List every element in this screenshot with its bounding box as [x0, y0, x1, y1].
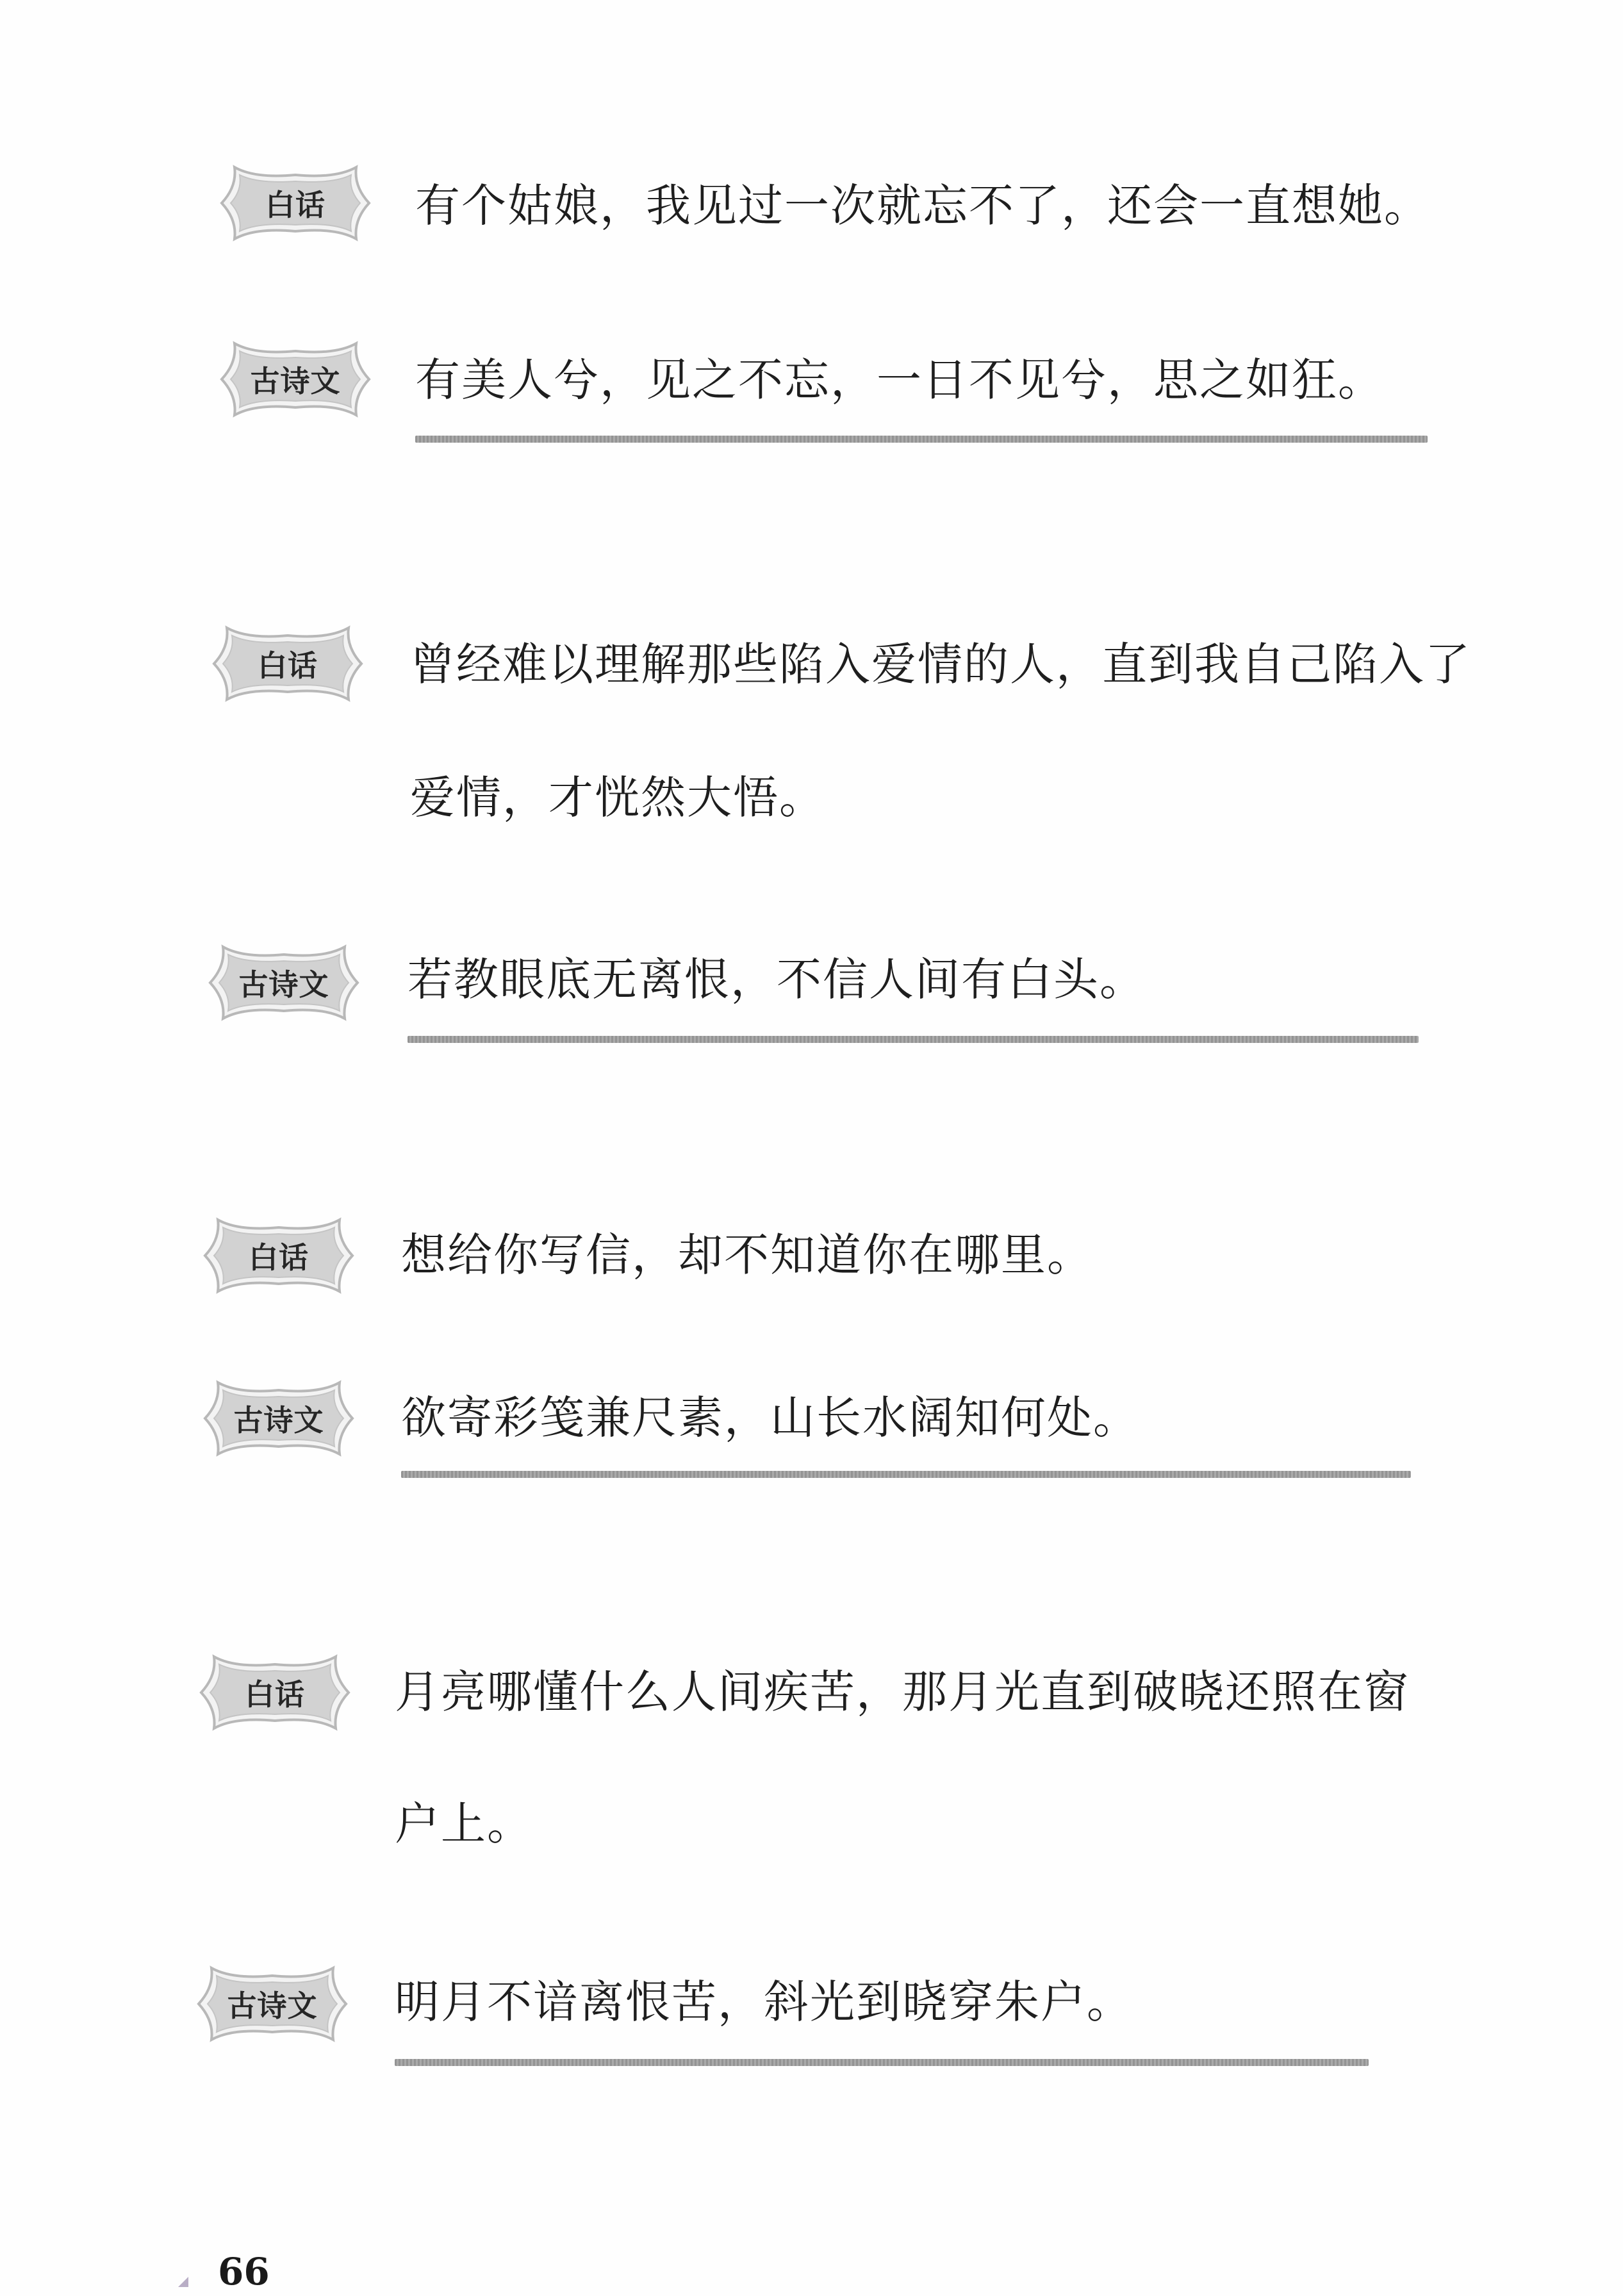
classical-badge	[215, 334, 375, 424]
underline-rule	[395, 2059, 1369, 2066]
underline-rule	[415, 436, 1428, 443]
classical-text: 若教眼底无离恨，不信人间有白头。	[408, 953, 1146, 1006]
badge-label: 白话	[245, 1677, 305, 1712]
badge-label: 白话	[249, 1240, 309, 1275]
classical-badge	[192, 1959, 352, 2049]
page-number: 66	[218, 2250, 270, 2293]
classical-text: 有美人兮，见之不忘，一日不见兮，思之如狂。	[415, 354, 1384, 406]
classical-text: 欲寄彩笺兼尺素，山长水阔知何处。	[401, 1391, 1139, 1444]
vernacular-text: 爱情，才恍然大悟。	[410, 771, 825, 824]
underline-rule	[401, 1471, 1411, 1478]
badge-label: 白话	[258, 648, 318, 683]
badge-label: 白话	[265, 188, 325, 222]
vernacular-badge	[199, 1211, 359, 1300]
page-corner-mark-icon	[178, 2277, 188, 2287]
vernacular-text: 户上。	[395, 1798, 533, 1850]
badge-label: 古诗文	[250, 364, 341, 398]
vernacular-badge	[208, 619, 368, 709]
vernacular-badge	[215, 158, 375, 248]
vernacular-text: 有个姑娘，我见过一次就忘不了，还会一直想她。	[415, 179, 1430, 232]
vernacular-text: 想给你写信，却不知道你在哪里。	[401, 1229, 1093, 1281]
vernacular-text: 月亮哪懂什么人间疾苦，那月光直到破晓还照在窗	[395, 1666, 1410, 1718]
classical-badge	[204, 938, 364, 1028]
vernacular-text: 曾经难以理解那些陷入爱情的人，直到我自己陷入了	[410, 638, 1471, 691]
badge-label: 古诗文	[238, 967, 329, 1002]
vernacular-badge	[195, 1648, 355, 1737]
underline-rule	[408, 1036, 1419, 1043]
badge-label: 古诗文	[233, 1403, 324, 1438]
classical-badge	[199, 1374, 359, 1463]
classical-text: 明月不谙离恨苦，斜光到晓穿朱户。	[395, 1976, 1133, 2028]
badge-label: 古诗文	[227, 1988, 318, 2023]
